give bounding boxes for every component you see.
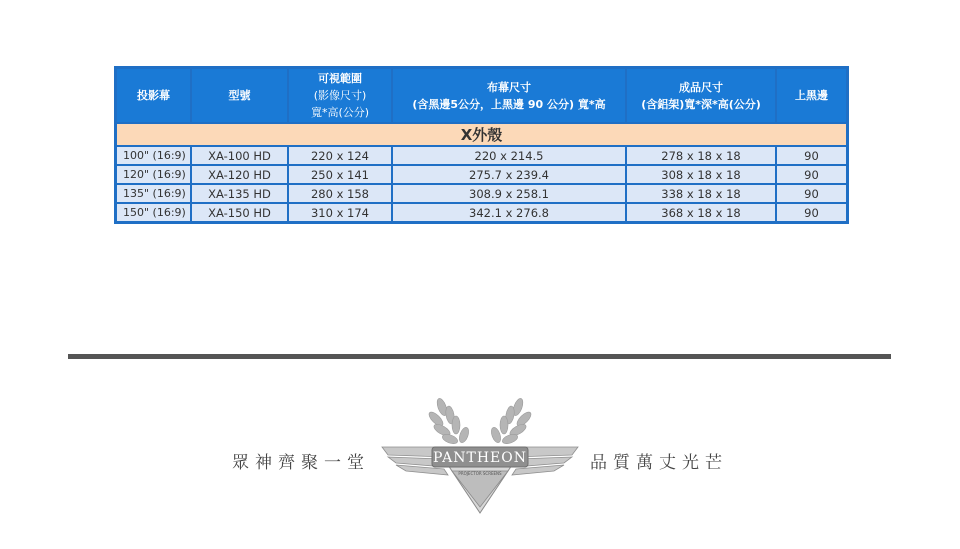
header-top-border: 上黑邊 [777,69,846,122]
table-row [117,204,846,221]
header-model: 型號 [192,69,287,122]
cell-product: 368 x 18 x 18 [627,204,775,221]
slogan-left: 眾神齊聚一堂 [232,453,370,473]
section-row [117,124,846,145]
cell-top: 90 [777,204,846,221]
cell-model: XA-135 HD [192,185,287,202]
section-title: X外殼 [117,124,846,145]
header-viewable-sub1: (影像尺寸) [313,89,367,102]
cell-model: XA-150 HD [192,204,287,221]
cell-fabric: 308.9 x 258.1 [393,185,625,202]
cell-viewable: 250 x 141 [289,166,391,183]
cell-size: 120" (16:9) [117,166,190,183]
cell-fabric: 220 x 214.5 [393,147,625,164]
header-fabric [393,69,625,122]
cell-fabric: 275.7 x 239.4 [393,166,625,183]
cell-size: 150" (16:9) [117,204,190,221]
cell-viewable: 280 x 158 [289,185,391,202]
table-row [117,185,846,202]
header-fabric-title: 布幕尺寸 [487,80,531,94]
header-product-sub: (含鋁架)寬*深*高(公分) [641,97,761,111]
cell-viewable: 220 x 124 [289,147,391,164]
header-fabric-sub: (含黑邊5公分，上黑邊 90 公分) 寬*高 [412,97,606,111]
cell-top: 90 [777,147,846,164]
header-viewable-title: 可視範圍 [318,72,362,85]
spec-table [114,66,849,224]
cell-top: 90 [777,166,846,183]
cell-viewable: 310 x 174 [289,204,391,221]
cell-product: 308 x 18 x 18 [627,166,775,183]
cell-product: 278 x 18 x 18 [627,147,775,164]
pantheon-logo [380,395,580,517]
header-viewable [289,69,391,122]
cell-model: XA-120 HD [192,166,287,183]
cell-model: XA-100 HD [192,147,287,164]
cell-product: 338 x 18 x 18 [627,185,775,202]
laurel-icon [427,397,533,445]
slogan-right: 品質萬丈光芒 [590,453,728,473]
table-row [117,166,846,183]
cell-size: 100" (16:9) [117,147,190,164]
header-viewable-sub2: 寬*高(公分) [310,106,370,119]
section-divider [68,354,891,359]
header-product-title: 成品尺寸 [679,80,723,94]
cell-size: 135" (16:9) [117,185,190,202]
logo-text: PANTHEON [433,450,527,466]
header-screen: 投影幕 [117,69,190,122]
logo-subtext: PROJECTOR SCREENS [458,471,502,476]
cell-fabric: 342.1 x 276.8 [393,204,625,221]
table-row [117,147,846,164]
header-product [627,69,775,122]
cell-top: 90 [777,185,846,202]
header-row [117,69,846,122]
